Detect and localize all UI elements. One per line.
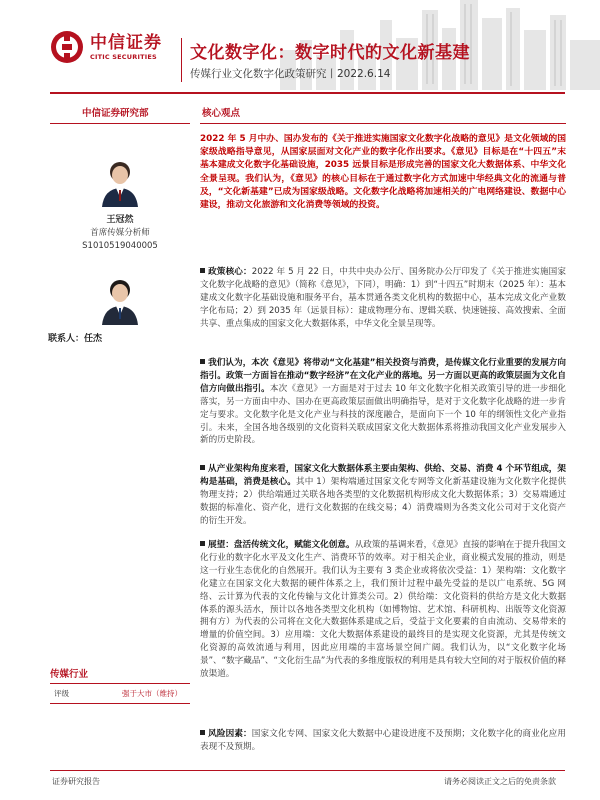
bullet-text: 国家文化专网、国家文化大数据中心建设进度不及预期；文化数字化的商业化应用表现不及预期。 [200, 729, 566, 752]
bullet-outlook [200, 539, 566, 681]
bullet-square-icon [200, 268, 205, 273]
bullet-lead: 我们认为，本次《意见》将带动“文化基建”相关投资与消费，是传媒文化行业重要的发展方向指引。政策一方面旨在推动“数字经济”在文化产业的落地。另一方面以更高的政策层面为文化自信方向做出指引。 [200, 358, 566, 394]
bullet-lead: 展望：盘活传统文化，赋能文化创意。 [208, 540, 355, 550]
bullet-policy-core [200, 266, 566, 331]
bullet-square-icon [200, 359, 205, 364]
rating-value: 强于大市（维持） [122, 689, 182, 698]
report-subtitle: 传媒行业文化数字化政策研究丨2022.6.14 [190, 68, 391, 80]
header-rule [50, 92, 565, 94]
core-view-heading: 核心观点 [200, 100, 566, 124]
analyst-name: 王冠然 [106, 215, 134, 225]
bullet-square-icon [200, 730, 205, 735]
footer-report-type: 证券研究报告 [52, 777, 100, 786]
main-column [200, 100, 566, 124]
bullet-lead: 政策核心： [208, 267, 252, 277]
sidebar-heading: 中信证券研究部 [50, 100, 190, 124]
rating-label: 评级 [54, 689, 69, 698]
report-header [0, 0, 600, 90]
contact-person: 联系人：任杰 [48, 334, 103, 344]
logo-chinese-text: 中信证券 [90, 32, 162, 53]
sidebar [50, 100, 190, 124]
industry-title: 传媒行业 [50, 666, 190, 684]
industry-rating-box [50, 666, 190, 704]
bullet-text: 2022 年 5 月 22 日，中共中央办公厅、国务院办公厅印发了《关于推进实施国家文化数字化战略的意见》（简称《意见》，下同），明确：1）到“十四五”时期末（2025 年）：基本建成文化数字化基础设施和服务平台，基本贯通各类文化机构的数据中心，基本完成文化产业数字化布局；2）到 2035 年（远景目标）：建成物理分布、逻辑关联、快速链接、高效搜索、全面共享、重点集成的国家文化大数据体系，中华文化全景呈现等。 [200, 267, 566, 329]
summary-paragraph: 2022 年 5 月中办、国办发布的《关于推进实施国家文化数字化战略的意见》是文化领域的国家级战略指导意见，从国家层面对文化产业的数字化作出要求。《意见》目标是在“十四五”末基本建成文化数字化基础设施，2035 远景目标是形成完善的国家文化大数据体系、中华文化全景呈现。我们认为，《意见》的核心目标在于通过数字化方式加速中华经典文化的流通与普及，“文化新基建”已成为国家级战略。文化数字化战略将加速相关的广电网络建设、数据中心建设，推动文化旅游和文化消费等领域的投资。 [200, 134, 566, 211]
bullet-square-icon [200, 465, 205, 470]
footer-disclaimer: 请务必阅读正文之后的免责条款 [444, 777, 556, 786]
analyst-info [50, 214, 190, 253]
header-divider [181, 38, 182, 82]
industry-rule [50, 703, 190, 704]
analyst-license: S1010519040005 [82, 241, 158, 251]
bullet-square-icon [200, 541, 205, 546]
bullet-text: 其中 1）架构端通过国家文化专网等文化新基建设施为文化数字化提供物理支持；2）供给端通过关联各地各类型的文化数据机构形成文化大数据体系；3）交易端通过数据的标准化、资产化，进行文化数据的在线交易；4）消费端则为各类文化公司对于文化资产的衍生开发。 [200, 476, 566, 526]
bullet-lead: 风险因素： [208, 729, 252, 739]
analyst-role: 首席传媒分析师 [90, 228, 150, 238]
report-title: 文化数字化：数字时代的文化新基建 [190, 43, 470, 63]
bullet-our-view [200, 357, 566, 447]
citic-logo [50, 30, 162, 64]
analyst-photo [100, 157, 140, 207]
bullet-text: 本次《意见》一方面是对于过去 10 年文化数字化相关政策引导的进一步细化落实，另一方面由中办、国办在更高政策层面做出明确指导，是对于文化数字化战略的进一步肯定与要求。文化数字化是文化产业与科技的深度融合，是面向下一个 10 年的纲领性文化产业指引。未来，全国各地各级别的文化资料关联成国家文化大数据体系将推动我国文化产业发展步入新的历史阶段。 [200, 383, 566, 446]
bullet-industry-structure [200, 463, 566, 528]
bullet-lead: 从产业架构角度来看，国家文化大数据体系主要由架构、供给、交易、消费 4 个环节组成，架构是基础，消费是核心。 [200, 464, 566, 487]
bullet-text: 从政策的基调来看，《意见》直接的影响在于提升我国文化行业的数字化水平及文化生产、消费环节的效率。对于相关企业，商业模式发展的推动，则是这一行业生态优化的自然展开。我们认为主要有 3 类企业或将依次受益：1）架构端：文化数字化建立在国家文化大数据的硬件体系之上，我们预计过程中最先受益的是以广电系统、5G 网络、云计算为代表的文化传输与文化计算类公司。2）供给端：文化资料的供给方是文化大数据体系的源头活水，预计以各地各类型文化机构（如博物馆、艺术馆、科研机构、出版等文化资源拥有方）为代表的公司将在文化大数据体系建成之后，受益于文化要素的自由流动、交易带来的增量的价值空间。3）应用端：文化大数据体系建设的最终目的是实现文化资源，尤其是传统文化资源的高效流通与利用，因此应用端的丰富场景空间广阔。我们认为，以“文化数字化场景”、“数字藏品”、“文化衍生品”为代表的多维度版权的利用是具有较大空间的对于版权价值的释放渠道。 [200, 540, 567, 680]
logo-english-text: CITIC SECURITIES [90, 52, 157, 61]
contact-photo [100, 275, 140, 325]
bullet-risk [200, 728, 566, 754]
citic-logo-icon [50, 30, 84, 64]
footer-rule [50, 770, 565, 771]
